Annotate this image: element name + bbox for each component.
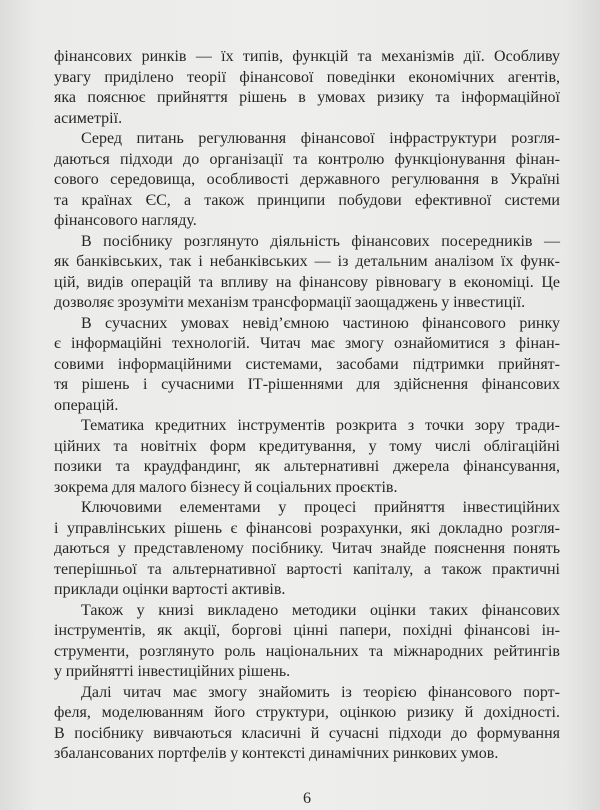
text-line: Ключовими елементами у процесі прийняття інвестиційних xyxy=(81,499,560,516)
text-line: інструментів, як акції, боргові цінні папери, похідні фінансові ін- xyxy=(54,622,560,639)
text-line: ційних та новітніх форм кредитування, у тому числі облігаційні xyxy=(54,437,560,455)
text-line: Також у книзі викладено методики оцінки таких фінансових xyxy=(81,601,560,619)
paragraph xyxy=(54,47,560,129)
page xyxy=(54,0,560,809)
text-line: фінансових ринків — їх типів, функцій та механізмів дії. Особливу xyxy=(54,48,560,65)
text-line: В посібнику розглянуто діяльність фінансових посередників — xyxy=(81,232,560,250)
text-line: совими інформаційними системами, засобами підтримки прийнят- xyxy=(54,355,560,373)
text-line: асиметрії. xyxy=(54,109,123,127)
text-line: даються у представленому посібнику. Читач знайде пояснення понять xyxy=(54,540,560,557)
text-line: та країнах ЄС, а також принципи побудови ефективної системи xyxy=(54,191,560,209)
text-line: феля, моделюванням його структури, оцінкою ризику й дохідності. xyxy=(54,704,560,721)
text-line: увагу приділено теорії фінансової поведінки економічних агентів, xyxy=(54,68,560,86)
text-line: є інформаційні технологій. Читач має змогу ознайомитися з фінан- xyxy=(54,335,560,352)
paragraph xyxy=(54,416,560,498)
text-line: зокрема для малого бізнесу й соціальних проєктів. xyxy=(54,478,398,496)
paragraph xyxy=(54,314,560,417)
text-line: Тематика кредитних інструментів розкрита з точки зору тради- xyxy=(81,417,560,434)
text-line: збалансованих портфелів у контексті динамічних ринкових умов. xyxy=(54,745,499,762)
text-line: у прийнятті інвестиційних рішень. xyxy=(54,663,291,680)
text-line: приклади оцінки вартості активів. xyxy=(54,581,286,598)
page-body-text xyxy=(54,47,560,765)
text-line: позики та краудфандинг, як альтернативні джерела фінансування, xyxy=(54,458,560,475)
paragraph xyxy=(54,683,560,765)
text-line: струменти, розглянуто роль національних та міжнародних рейтингів xyxy=(54,642,560,660)
paragraph xyxy=(54,232,560,314)
text-line: операцій. xyxy=(54,396,119,414)
text-line: даються підходи до організації та контролю функціонування фінан- xyxy=(54,150,560,168)
paragraph xyxy=(54,498,560,601)
text-line: цій, видів операцій та впливу на фінансову рівновагу в економіці. Це xyxy=(54,273,560,291)
text-line: теперішньої та альтернативної вартості капіталу, а також практичні xyxy=(54,560,560,578)
text-line: тя рішень і сучасними ІТ-рішеннями для здійснення фінансових xyxy=(54,376,560,393)
text-line: дозволяє зрозуміти механізм трансформації заощаджень у інвестиції. xyxy=(54,294,526,311)
text-line: сового середовища, особливості державного регулювання в Україні xyxy=(54,171,560,188)
paragraph xyxy=(54,601,560,683)
text-line: Серед питань регулювання фінансової інфраструктури розгля- xyxy=(81,130,560,147)
text-line: фінансового нагляду. xyxy=(54,212,197,229)
text-line: як банківських, так і небанківських — із детальним аналізом їх функ- xyxy=(54,253,560,270)
text-line: Далі читач має змогу знайомить із теорією фінансового порт- xyxy=(81,683,560,701)
text-line: В сучасних умовах невід’ємною частиною фінансового ринку xyxy=(81,314,560,332)
page-number: 6 xyxy=(303,789,311,807)
text-line: В посібнику вивчаються класичні й сучасні підходи до формування xyxy=(54,724,560,742)
paragraph xyxy=(54,129,560,232)
text-line: і управлінських рішень є фінансові розрахунки, які докладно розгля- xyxy=(54,519,560,537)
text-line: яка пояснює прийняття рішень в умовах ризику та інформаційної xyxy=(54,89,560,106)
